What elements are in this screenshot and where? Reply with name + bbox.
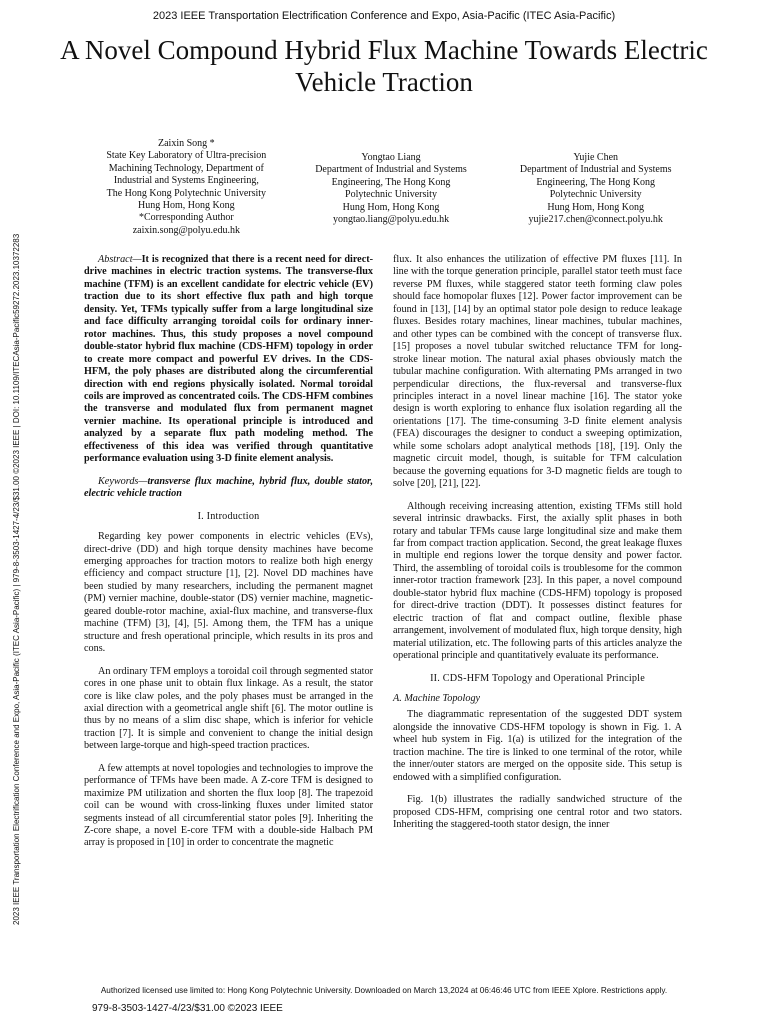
subsection-heading-machine-topology: A. Machine Topology	[393, 692, 481, 704]
paragraph: Regarding key power components in electric vehicles (EVs), direct-drive (DD) and high torque density machines have become emerging approaches for traction motors to realize both high energy efficiency and compact structure [1], [2]. Novel DD machines have been studied by many researchers, including the permanent magnet (PM) vernier machine, double-stator (DS) vernier machine, magnetic-geared double-rotor machine, axial-flux machine, and transverse-flux machine (TFM) [3], [4], [5]. Among them, the TFM has a unique structure and fresh operational principle, which results in its pros and cons.	[84, 531, 373, 655]
conference-header: 2023 IEEE Transportation Electrification Conference and Expo, Asia-Pacific (ITEC Asia-Pacific)	[152, 10, 616, 22]
keywords	[84, 476, 373, 501]
paragraph: An ordinary TFM employs a toroidal coil through segmented stator cores in one phase unit to obtain flux linkage. As a result, the stator core is like claw poles, and the poly phases must be arranged in the axial direction with a geometrical angle shift [6]. The motor outline is thus by no means of a slim disc shape, which is inferior for vehicle traction [7]. It is simple and convenient to change the initial design between large-torque and high-speed traction practices.	[84, 665, 373, 752]
paragraph: A few attempts at novel topologies and technologies to improve the performance of TFMs have been made. A Z-core TFM is designed to maximize PM utilization and shorten the flux loop [8]. The trapezoid coil can be wound with cross-linking fluxes under limited stator segments instead of all circumferential stator poles [9]. Inheriting the Z-core shape, a novel E-core TFM with a double-side Halbach PM array is proposed in [10] in order to concentrate the magnetic	[84, 762, 374, 849]
author-email: zaixin.song@polyu.edu.hk	[132, 224, 240, 236]
author-affiliation-line: Hung Hom, Hong Kong	[547, 201, 645, 213]
section-heading-introduction: I. Introduction	[197, 510, 260, 522]
author-affiliation-line: The Hong Kong Polytechnic University	[106, 187, 267, 199]
author-affiliation-line: Industrial and Systems Engineering,	[113, 175, 259, 187]
section-heading-topology: II. CDS-HFM Topology and Operational Principle	[430, 672, 645, 684]
abstract-text: It is recognized that there is a recent need for direct-drive machines in electric traction systems. The transverse-flux machine (TFM) is an excellent candidate for electric vehicle (EV) traction due to its short effective flux path and high torque density. Yet, TFMs typically suffer from a large longitudinal size and face difficulty arranging toroidal coils for ordinary inner-rotor machines. Thus, this study proposes a novel compound double-stator hybrid flux machine (CDS-HFM) topology in order to create more compact and powerful EV drives. In the CDS-HFM, the poly phases are distributed along the circumferential direction with end regions physically isolated. Normal toroidal coils are improved as concentrated coils. The CDS-HFM combines the transverse and modulated flux from permanent magnet vernier machine. Its operational principle is introduced and analyzed by a separate flux path modeling method. The effectiveness of this idea was verified through quantitative performance evaluation using 3-D finite element analysis.	[84, 254, 373, 465]
paper-title: A Novel Compound Hybrid Flux Machine Towards Electric Vehicle Traction	[60, 35, 708, 97]
right-column	[393, 254, 682, 841]
author-affiliation-line: Machining Technology, Department of	[108, 162, 264, 174]
keywords-text: transverse flux machine, hybrid flux, double stator, electric vehicle traction	[84, 475, 373, 500]
author-1	[84, 138, 289, 237]
author-name: Zaixin Song *	[158, 138, 215, 149]
author-email: yujie217.chen@connect.polyu.hk	[528, 214, 663, 226]
footer-copyright: 979-8-3503-1427-4/23/$31.00 ©2023 IEEE	[92, 1003, 283, 1014]
abstract	[84, 254, 373, 466]
author-affiliation-line: Engineering, The Hong Kong	[331, 176, 451, 188]
paragraph: Although receiving increasing attention, existing TFMs still hold several intrinsic drawbacks. First, the axially split phases in both rotary and tabular TFMs cause large longitudinal size and make them far from compact traction application. Second, the great leakage fluxes in multiple end regions lower the torque density and power factor. Third, the assembling of toroidal coils is troublesome for the common inner-rotor traction framework [23]. In this paper, a novel compound double-stator hybrid flux machine (CDS-HFM) topology is proposed for direct-drive traction (DDT). It possesses distinct features for electric traction of flat and compact outline, flexible phase arrangement, involvement of modulated flux, high torque density, high material utilization, etc. The following parts of this articles analyze the operational principle and quantitatively evaluate its performance.	[393, 500, 682, 662]
paragraph: Fig. 1(b) illustrates the radially sandwiched structure of the proposed CDS-HFM, comprising one central rotor and two stators. Inheriting the staggered-tooth stator design, the inner	[393, 794, 682, 831]
author-3	[493, 152, 698, 237]
author-2	[289, 152, 494, 237]
author-email: yongtao.liang@polyu.edu.hk	[332, 214, 450, 226]
author-affiliation-line: Hung Hom, Hong Kong	[342, 201, 440, 213]
keywords-label: Keywords—	[98, 475, 148, 487]
author-affiliation-line: Polytechnic University	[549, 189, 642, 201]
author-block	[84, 138, 698, 237]
side-citation: 2023 IEEE Transportation Electrification Conference and Expo, Asia-Pacific (ITEC Asia-Pacific) | 979-8-3503-1427-4/23/$31.00 ©2023 IEEE | DOI: 10.1109/ITECAsia-Pacific59272.2023.10372283	[12, 233, 21, 925]
author-affiliation-line: Engineering, The Hong Kong	[536, 176, 656, 188]
author-name: Yongtao Liang	[361, 152, 421, 163]
footer-license-notice: Authorized licensed use limited to: Hong Kong Polytechnic University. Downloaded on March 13,2024 at 06:46:46 UTC from IEEE Xplore. Restrictions apply.	[100, 986, 668, 995]
abstract-label: Abstract—	[98, 254, 142, 265]
paragraph: The diagrammatic representation of the suggested DDT system alongside the innovative CDS-HFM topology is shown in Fig. 1. A wheel hub system in Fig. 1(a) is utilized for the integration of the traction machine. The tire is linked to one terminal of the rotor, while the inner/outer stators are merged on the opposite side. This setup is endowed with a simplified configuration.	[393, 709, 682, 783]
author-affiliation-line: Department of Industrial and Systems	[519, 164, 672, 176]
author-affiliation-line: Department of Industrial and Systems	[315, 164, 467, 176]
author-affiliation-line: *Corresponding Author	[138, 212, 234, 224]
left-column	[84, 254, 373, 860]
author-affiliation-line: Polytechnic University	[345, 189, 437, 201]
author-affiliation-line: State Key Laboratory of Ultra-precision	[106, 150, 267, 162]
paragraph-continuation: flux. It also enhances the utilization of effective PM fluxes [11]. In line with the torque generation principle, parallel stator teeth must face reverse PM fluxes, while staggered stator teeth forming claw poles should face homopolar fluxes [12]. Power factor improvement can be found in [13], [14] by an optimal stator pole design to reduce leakage fluxes. Besides rotary machines, linear machines, tubular machines, and other types can be combined with the concept of transverse flux. [15] proposes a novel tubular switched reluctance TFM for long-stroke linear motion. The natural axial phases obviously match the tubular machine configuration. With alternating PMs arranged in two perpendicular directions, the flux-reversal and transverse-flux principles interact in a novel linear machine [16]. The stator yoke design is worth exploring to enhance flux isolation regarding all the orientations [17]. The time-consuming 3-D finite element analysis (FEA) discourages the designer to conduct a sweeping optimization, while some scholars adopt analytical methods [18], [19]. Only the magnetic circuit model, though, is suitable for TFM calculation because the governing equations for 3-D magnetic fields are tough to solve [20], [21], [22].	[393, 254, 682, 490]
author-affiliation-line: Hung Hom, Hong Kong	[138, 200, 235, 212]
author-name: Yujie Chen	[573, 152, 619, 163]
